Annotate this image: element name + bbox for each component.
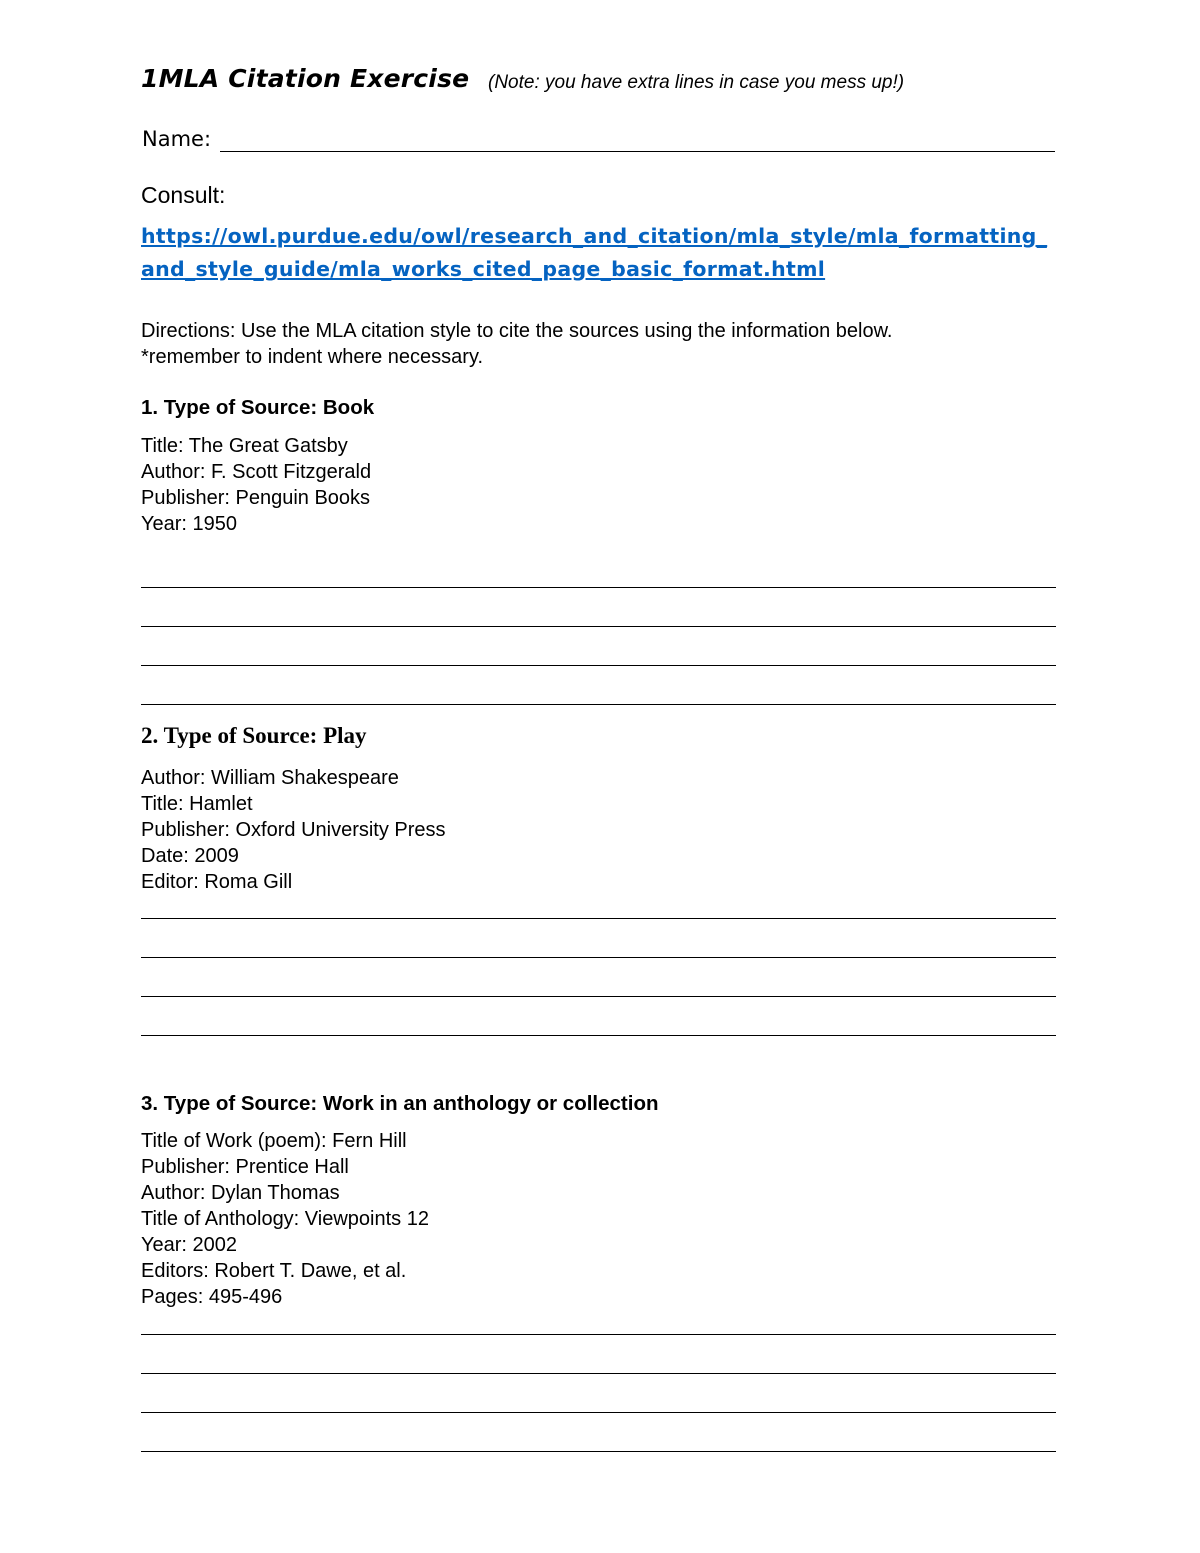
name-field-line[interactable]	[220, 151, 1055, 152]
section-2-answer-line[interactable]	[141, 918, 1056, 919]
section-3-field: Title of Anthology: Viewpoints 12	[141, 1208, 429, 1230]
section-1-heading: 1. Type of Source: Book	[141, 396, 375, 419]
section-3-field: Publisher: Prentice Hall	[141, 1156, 349, 1178]
section-3-field: Editors: Robert T. Dawe, et al.	[141, 1260, 407, 1282]
page-title: 1MLA Citation Exercise	[141, 64, 470, 93]
consult-label: Consult:	[141, 182, 226, 208]
name-label: Name:	[142, 127, 212, 151]
purdue-owl-link[interactable]: https://owl.purdue.edu/owl/research_and_citation/mla_style/mla_formatting_and_style_guide/mla_works_cited_page_basic_format.html	[141, 224, 1048, 281]
section-3-field: Year: 2002	[141, 1234, 238, 1256]
section-3-heading: 3. Type of Source: Work in an anthology or collection	[141, 1092, 659, 1115]
section-3-answer-line[interactable]	[141, 1451, 1056, 1452]
section-2-heading: 2. Type of Source: Play	[141, 723, 367, 748]
directions-line-2: *remember to indent where necessary.	[141, 346, 484, 368]
section-2-answer-line[interactable]	[141, 996, 1056, 997]
section-3-answer-line[interactable]	[141, 1412, 1056, 1413]
section-3-field: Title of Work (poem): Fern Hill	[141, 1130, 407, 1152]
section-2-answer-line[interactable]	[141, 957, 1056, 958]
section-1-field: Year: 1950	[141, 513, 238, 535]
section-1-field: Title: The Great Gatsby	[141, 435, 348, 457]
section-1-field: Publisher: Penguin Books	[141, 487, 371, 509]
extra-lines-note: (Note: you have extra lines in case you mess up!)	[488, 72, 905, 93]
section-2-field: Author: William Shakespeare	[141, 767, 399, 789]
section-2-field: Date: 2009	[141, 845, 239, 867]
section-3-answer-line[interactable]	[141, 1334, 1056, 1335]
directions-line-1: Directions: Use the MLA citation style to cite the sources using the information below.	[141, 320, 893, 342]
section-2-field: Publisher: Oxford University Press	[141, 819, 446, 841]
section-1-field: Author: F. Scott Fitzgerald	[141, 461, 372, 483]
section-1-answer-line[interactable]	[141, 587, 1056, 588]
section-1-answer-line[interactable]	[141, 704, 1056, 705]
section-3-field: Author: Dylan Thomas	[141, 1182, 340, 1204]
section-2-field: Editor: Roma Gill	[141, 871, 293, 893]
section-2-answer-line[interactable]	[141, 1035, 1056, 1036]
section-1-answer-line[interactable]	[141, 665, 1056, 666]
section-3-field: Pages: 495-496	[141, 1286, 283, 1308]
section-1-answer-line[interactable]	[141, 626, 1056, 627]
section-3-answer-line[interactable]	[141, 1373, 1056, 1374]
section-2-field: Title: Hamlet	[141, 793, 253, 815]
